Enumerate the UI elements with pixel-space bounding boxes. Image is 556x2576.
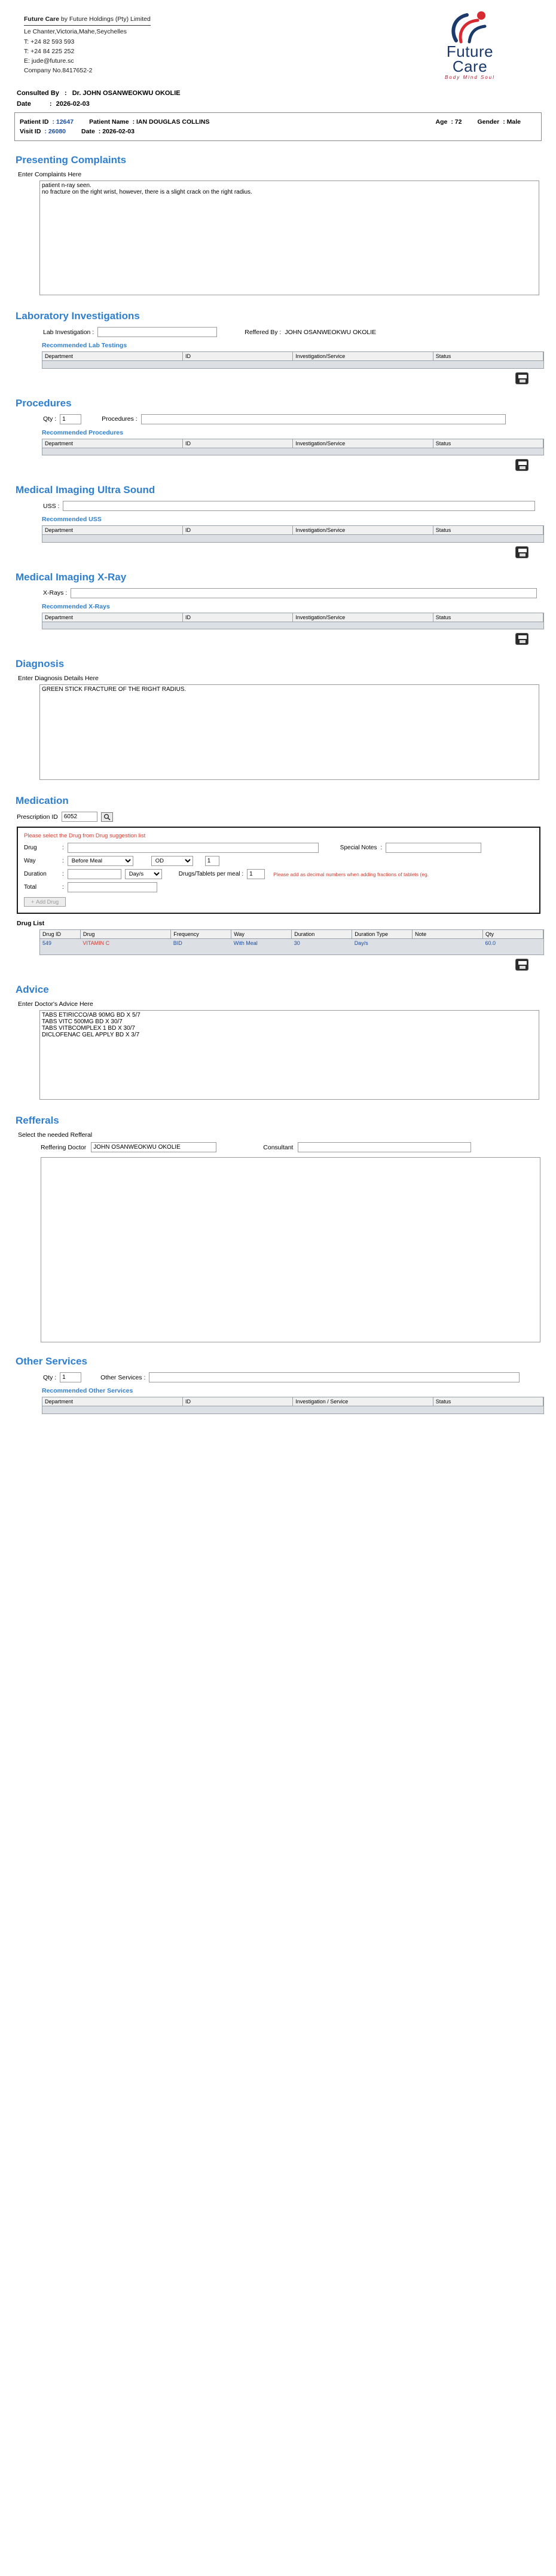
- other-services-table: [42, 1397, 544, 1414]
- print-icon-medication[interactable]: [515, 959, 528, 971]
- patient-name-group: [89, 118, 209, 126]
- consult-date-colon: :: [49, 100, 52, 108]
- drug-col-qty: Qty: [482, 930, 543, 939]
- complaints-sub-label: Enter Complaints Here: [18, 171, 82, 179]
- logo-text-care: Care: [452, 57, 488, 75]
- lab-investigation-label: Lab Investigation :: [43, 328, 94, 336]
- lab-table-header-row: [42, 352, 543, 361]
- xray-col-department: Department: [42, 613, 183, 622]
- company-info: [24, 11, 151, 76]
- section-heading-medication: Medication: [16, 795, 69, 807]
- drug-list-title: Drug List: [17, 920, 45, 928]
- company-address: Le Chanter,Victoria,Mahe,Seychelles: [24, 28, 127, 36]
- drug-row-duration-type: Day/s: [354, 940, 368, 947]
- company-number: Company No.8417652-2: [24, 67, 93, 75]
- lab-col-status: Status: [433, 352, 543, 361]
- drug-row-note: [413, 939, 483, 948]
- drug-label: Drug: [24, 845, 37, 852]
- duration-input[interactable]: [68, 869, 121, 879]
- table-row[interactable]: [40, 939, 543, 948]
- add-drug-label: Add Drug: [36, 899, 59, 905]
- xray-col-status: Status: [433, 613, 543, 622]
- section-heading-advice: Advice: [16, 984, 49, 996]
- other-services-label: Other Services :: [100, 1373, 146, 1381]
- xray-label: X-Rays :: [43, 589, 68, 597]
- patient-age-group: [436, 118, 462, 126]
- procedures-table: [42, 439, 544, 456]
- total-label: Total: [24, 884, 37, 891]
- print-icon-procedures[interactable]: [515, 459, 528, 471]
- drug-col-duration-type: Duration Type: [352, 930, 413, 939]
- lab-col-department: Department: [42, 352, 183, 361]
- visit-date-label: Date: [81, 128, 95, 136]
- section-heading-referrals: Refferals: [16, 1115, 59, 1127]
- visit-id-label: Visit ID: [20, 128, 41, 136]
- consult-date-label: Date: [17, 100, 31, 108]
- proc-col-department: Department: [42, 439, 183, 448]
- uss-table: [42, 525, 544, 543]
- duration-label: Duration: [24, 871, 47, 878]
- drug-col-duration: Duration: [292, 930, 352, 939]
- print-icon-xray[interactable]: [515, 633, 528, 645]
- drug-row-id: 549: [42, 940, 52, 947]
- drugs-per-meal-label: Drugs/Tablets per meal :: [178, 871, 244, 878]
- way-colon: :: [62, 858, 64, 865]
- xray-table-header-row: [42, 613, 543, 622]
- drug-list-table: [39, 929, 544, 955]
- logo-tagline: Body Mind Soul: [444, 75, 496, 81]
- diagnosis-sub-label: Enter Diagnosis Details Here: [18, 675, 99, 683]
- section-heading-xray: Medical Imaging X-Ray: [16, 571, 127, 583]
- page-header: [14, 0, 542, 86]
- medication-entry-panel: [17, 827, 540, 914]
- section-heading-other-services: Other Services: [16, 1356, 88, 1367]
- procedures-label: Procedures :: [102, 415, 138, 423]
- lab-results-table: [42, 351, 544, 369]
- uss-table-empty-body: [42, 535, 543, 542]
- drug-col-frequency: Frequency: [171, 930, 231, 939]
- xray-col-id: ID: [183, 613, 293, 622]
- os-col-id: ID: [183, 1397, 293, 1406]
- lab-table-empty-body: [42, 361, 543, 368]
- uss-col-id: ID: [183, 526, 293, 535]
- add-drug-button[interactable]: [24, 897, 66, 907]
- patient-age-label: Age: [435, 118, 448, 126]
- other-services-table-header-row: [42, 1397, 543, 1406]
- brand-logo: [428, 11, 536, 80]
- search-icon[interactable]: [101, 812, 113, 822]
- logo-mark-icon: [444, 11, 496, 44]
- uss-col-status: Status: [433, 526, 543, 535]
- plus-icon: +: [30, 899, 35, 905]
- drug-row-qty: 60.0: [485, 940, 496, 947]
- other-services-empty-body: [42, 1406, 543, 1414]
- drug-row-frequency: BID: [173, 940, 182, 947]
- drug-col-drug: Drug: [80, 930, 170, 939]
- procedures-qty-input[interactable]: [60, 414, 81, 424]
- drug-col-id: Drug ID: [40, 930, 80, 939]
- consultant-label: Consultant: [263, 1143, 294, 1151]
- uss-col-department: Department: [42, 526, 183, 535]
- drug-table-header-row: [40, 930, 543, 939]
- referrals-sub-label: Select the needed Refferal: [18, 1131, 93, 1139]
- prescription-id-label: Prescription ID: [17, 813, 58, 821]
- patient-id-label: Patient ID: [20, 118, 49, 126]
- proc-col-service: Investigation/Service: [293, 439, 433, 448]
- visit-date-group: [81, 128, 135, 135]
- advice-textarea[interactable]: [39, 1010, 539, 1100]
- referring-doctor-input[interactable]: [91, 1142, 216, 1152]
- drug-row-name: VITAMIN C: [83, 940, 110, 947]
- company-tel-2: T: +24 84 225 252: [24, 47, 75, 55]
- medication-warning-text: Please select the Drug from Drug suggestion list: [24, 833, 146, 840]
- patient-id-value: : 12647: [52, 118, 74, 126]
- decimal-note-text: Please add as decimal numbers when adding fractions of tablets (eg.: [273, 871, 429, 877]
- os-col-service: Investigation / Service: [293, 1397, 433, 1406]
- visit-date-value: : 2026-02-03: [98, 128, 135, 136]
- xray-table: [42, 613, 544, 630]
- recommended-procedures-link[interactable]: Recommended Procedures: [42, 429, 123, 436]
- consult-date-value: 2026-02-03: [56, 100, 90, 108]
- lab-col-service: Investigation/Service: [293, 352, 433, 361]
- patient-name-label: Patient Name: [89, 118, 129, 126]
- uss-table-header-row: [42, 526, 543, 535]
- other-services-qty-input[interactable]: [60, 1372, 81, 1382]
- way-select[interactable]: [68, 856, 133, 866]
- os-col-status: Status: [433, 1397, 543, 1406]
- prescription-id-input[interactable]: [62, 812, 97, 822]
- way-label: Way: [24, 858, 36, 865]
- visit-id-group: [20, 128, 66, 135]
- consulted-by-label: Consulted By: [17, 90, 59, 97]
- patient-gender-label: Gender: [477, 118, 500, 126]
- company-email: E: jude@future.sc: [24, 57, 74, 65]
- drug-table-pad-row: [40, 947, 543, 954]
- xray-table-empty-body: [42, 622, 543, 629]
- visit-id-value: : 26080: [44, 128, 66, 136]
- drug-colon: :: [62, 845, 64, 852]
- patient-id-group: [20, 118, 74, 126]
- special-notes-label: Special Notes: [340, 845, 377, 852]
- xray-input[interactable]: [71, 588, 537, 598]
- other-services-input[interactable]: [149, 1372, 520, 1382]
- recommended-lab-testings-link[interactable]: Recommended Lab Testings: [42, 342, 127, 350]
- uss-label: USS :: [43, 502, 60, 510]
- consulted-by-value: Dr. JOHN OSANWEOKWU OKOLIE: [72, 90, 181, 97]
- patient-gender-value: : Male: [503, 118, 521, 126]
- drug-row-duration: 30: [294, 940, 300, 947]
- referred-by-value: JOHN OSANWEOKWU OKOLIE: [285, 328, 377, 336]
- print-icon-uss[interactable]: [515, 546, 528, 558]
- print-icon-lab[interactable]: [515, 372, 528, 384]
- referred-by-label: Reffered By :: [245, 328, 282, 336]
- section-heading-diagnosis: Diagnosis: [16, 658, 65, 670]
- total-input[interactable]: [68, 882, 157, 892]
- consultant-input[interactable]: [298, 1142, 471, 1152]
- company-name-bold: Future Care: [24, 16, 59, 23]
- complaints-textarea[interactable]: [39, 180, 539, 295]
- patient-gender-group: [477, 118, 521, 126]
- referring-doctor-label: Reffering Doctor: [41, 1143, 87, 1151]
- company-name-thin: by Future Holdings (Pty) Limited: [60, 16, 151, 23]
- section-heading-complaints: Presenting Complaints: [16, 154, 127, 166]
- procedures-qty-label: Qty :: [43, 415, 57, 423]
- patient-age-value: : 72: [451, 118, 462, 126]
- drug-input[interactable]: [68, 843, 319, 853]
- total-colon: :: [62, 884, 64, 891]
- section-heading-procedures: Procedures: [16, 397, 72, 409]
- advice-sub-label: Enter Doctor's Advice Here: [18, 1001, 93, 1008]
- consulted-by-row: [14, 86, 542, 98]
- section-heading-laboratory: Laboratory Investigations: [16, 310, 140, 322]
- lab-investigation-input[interactable]: [97, 327, 217, 337]
- proc-col-status: Status: [433, 439, 543, 448]
- special-notes-input[interactable]: [386, 843, 481, 853]
- duration-unit-select[interactable]: [125, 869, 162, 879]
- recommended-uss-link[interactable]: Recommended USS: [42, 516, 102, 524]
- diagnosis-textarea[interactable]: [39, 684, 539, 780]
- company-tel-1: T: +24 82 593 593: [24, 38, 75, 45]
- procedures-table-empty-body: [42, 448, 543, 455]
- special-notes-colon: :: [380, 845, 383, 852]
- uss-input[interactable]: [63, 501, 535, 511]
- frequency-qty-input[interactable]: [205, 856, 219, 866]
- duration-colon: :: [62, 871, 64, 878]
- os-col-department: Department: [42, 1397, 183, 1406]
- consulted-by-colon: :: [64, 90, 67, 97]
- patient-name-value: : IAN DOUGLAS COLLINS: [132, 118, 210, 126]
- drug-row-way: With Meal: [233, 940, 258, 947]
- recommended-xrays-link[interactable]: Recommended X-Rays: [42, 602, 110, 610]
- magnifier-glyph: [103, 813, 111, 821]
- drug-col-note: Note: [413, 930, 483, 939]
- proc-col-id: ID: [183, 439, 293, 448]
- company-name: [24, 14, 151, 26]
- lab-col-id: ID: [183, 352, 293, 361]
- section-heading-ultrasound: Medical Imaging Ultra Sound: [16, 484, 155, 496]
- consult-date-row: [14, 98, 542, 112]
- referrals-panel[interactable]: [41, 1157, 540, 1342]
- other-services-qty-label: Qty :: [43, 1373, 57, 1381]
- procedures-input[interactable]: [141, 414, 506, 424]
- recommended-other-services-link[interactable]: Recommended Other Services: [42, 1387, 133, 1395]
- xray-col-service: Investigation/Service: [293, 613, 433, 622]
- patient-info-bar: [14, 112, 542, 141]
- drug-col-way: Way: [231, 930, 292, 939]
- drugs-per-meal-input[interactable]: [247, 869, 265, 879]
- logo-text-future: Future: [446, 42, 494, 60]
- procedures-table-header-row: [42, 439, 543, 448]
- uss-col-service: Investigation/Service: [293, 526, 433, 535]
- frequency-select[interactable]: [151, 856, 193, 866]
- prescription-id-row: [17, 812, 542, 822]
